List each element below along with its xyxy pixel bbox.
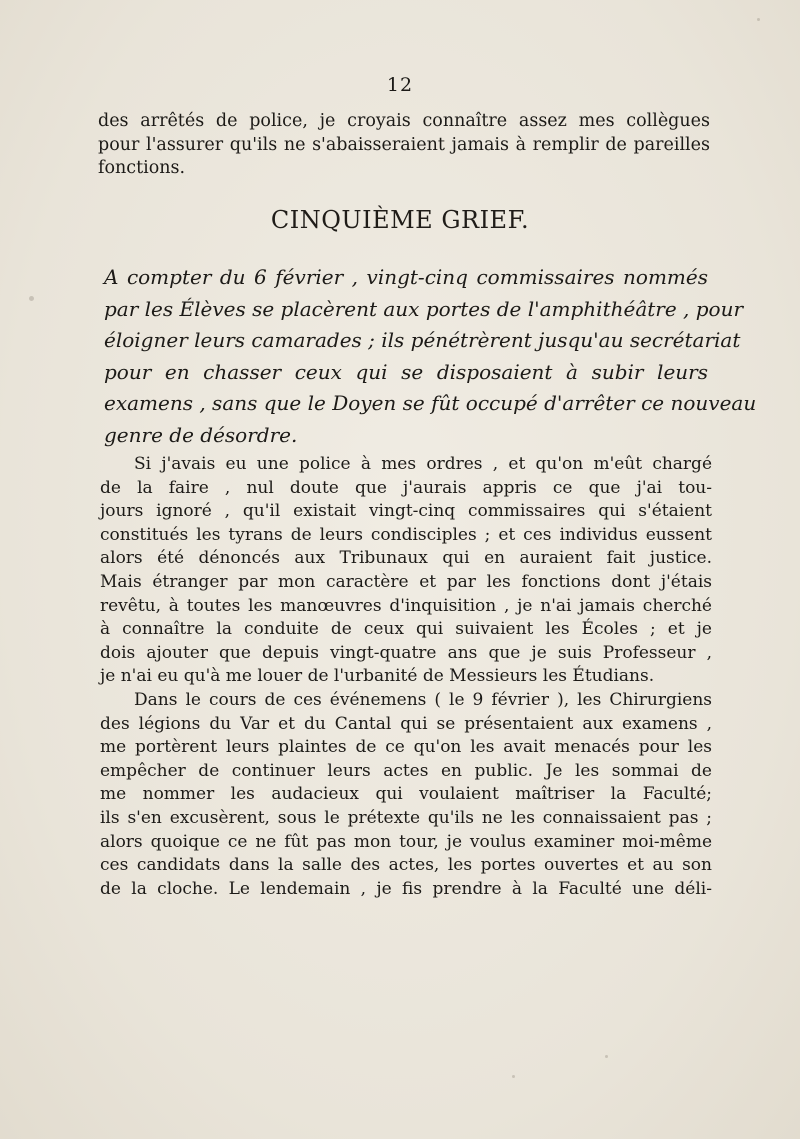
text-line: de la faire , nul doute que j'aurais appris ce que j'ai tou-	[100, 477, 712, 498]
text-line: ils s'en excusèrent, sous le prétexte qu'ils ne les connaissaient pas ;	[100, 807, 712, 828]
text-line: empêcher de continuer leurs actes en public. Je les sommai de	[100, 760, 712, 781]
paragraph-police	[100, 453, 712, 689]
text-line: pour l'assurer qu'ils ne s'abaisseraient jamais à remplir de pareilles	[98, 134, 710, 155]
text-line: des légions du Var et du Cantal qui se présentaient aux examens ,	[100, 713, 712, 734]
text-line: me portèrent leurs plaintes de ce qu'on les avait menacés pour les	[100, 737, 712, 758]
summary-line: A compter du 6 février , vingt-cinq commissaires nommés	[104, 265, 708, 289]
summary-line: examens , sans que le Doyen se fût occupé d'arrêter ce nouveau	[104, 391, 757, 415]
text-line: Dans le cours de ces événemens ( le 9 février ), les Chirurgiens	[134, 689, 712, 710]
page-number: 12	[386, 74, 414, 96]
text-line: revêtu, à toutes les manœuvres d'inquisition , je n'ai jamais cherché	[100, 595, 712, 616]
summary-line: genre de désordre.	[104, 422, 298, 447]
paper-speck	[605, 1055, 608, 1058]
text-line: me nommer les audacieux qui voulaient maîtriser la Faculté;	[100, 784, 712, 805]
text-line: ces candidats dans la salle des actes, les portes ouvertes et au son	[100, 855, 712, 876]
grievance-summary	[104, 262, 757, 451]
text-line: alors quoique ce ne fût pas mon tour, je voulus examiner moi-même	[100, 831, 712, 852]
paper-speck	[29, 296, 34, 301]
text-line: à connaître la conduite de ceux qui suivaient les Écoles ; et je	[100, 619, 712, 640]
text-line: je n'ai eu qu'à me louer de l'urbanité de Messieurs les Étudians.	[100, 666, 655, 687]
text-line: alors été dénoncés aux Tribunaux qui en auraient fait justice.	[100, 548, 712, 569]
text-line: fonctions.	[98, 158, 186, 178]
text-line: de la cloche. Le lendemain , je fis prendre à la Faculté une déli-	[100, 878, 712, 899]
summary-line: pour en chasser ceux qui se disposaient à subir leurs	[104, 359, 708, 384]
intro-paragraph	[98, 110, 710, 181]
paper-speck	[757, 18, 760, 21]
text-line: des arrêtés de police, je croyais connaître assez mes collègues	[98, 111, 710, 131]
body-text	[100, 453, 712, 901]
summary-line: par les Élèves se placèrent aux portes de l'amphithéâtre , pour	[104, 296, 744, 321]
section-heading: CINQUIÈME GRIEF.	[270, 206, 530, 234]
text-line: dois ajouter que depuis vingt-quatre ans que je suis Professeur ,	[100, 642, 712, 663]
paragraph-events	[100, 689, 712, 901]
text-line: Mais étranger par mon caractère et par les fonctions dont j'étais	[100, 571, 712, 592]
text-line: constitués les tyrans de leurs condisciples ; et ces individus eussent	[100, 524, 712, 545]
text-line: Si j'avais eu une police à mes ordres , et qu'on m'eût chargé	[134, 454, 712, 474]
text-line: jours ignoré , qu'il existait vingt-cinq commissaires qui s'étaient	[100, 501, 712, 522]
paper-speck	[512, 1075, 515, 1078]
summary-line: éloigner leurs camarades ; ils pénétrèrent jusqu'au secrétariat	[104, 328, 741, 352]
